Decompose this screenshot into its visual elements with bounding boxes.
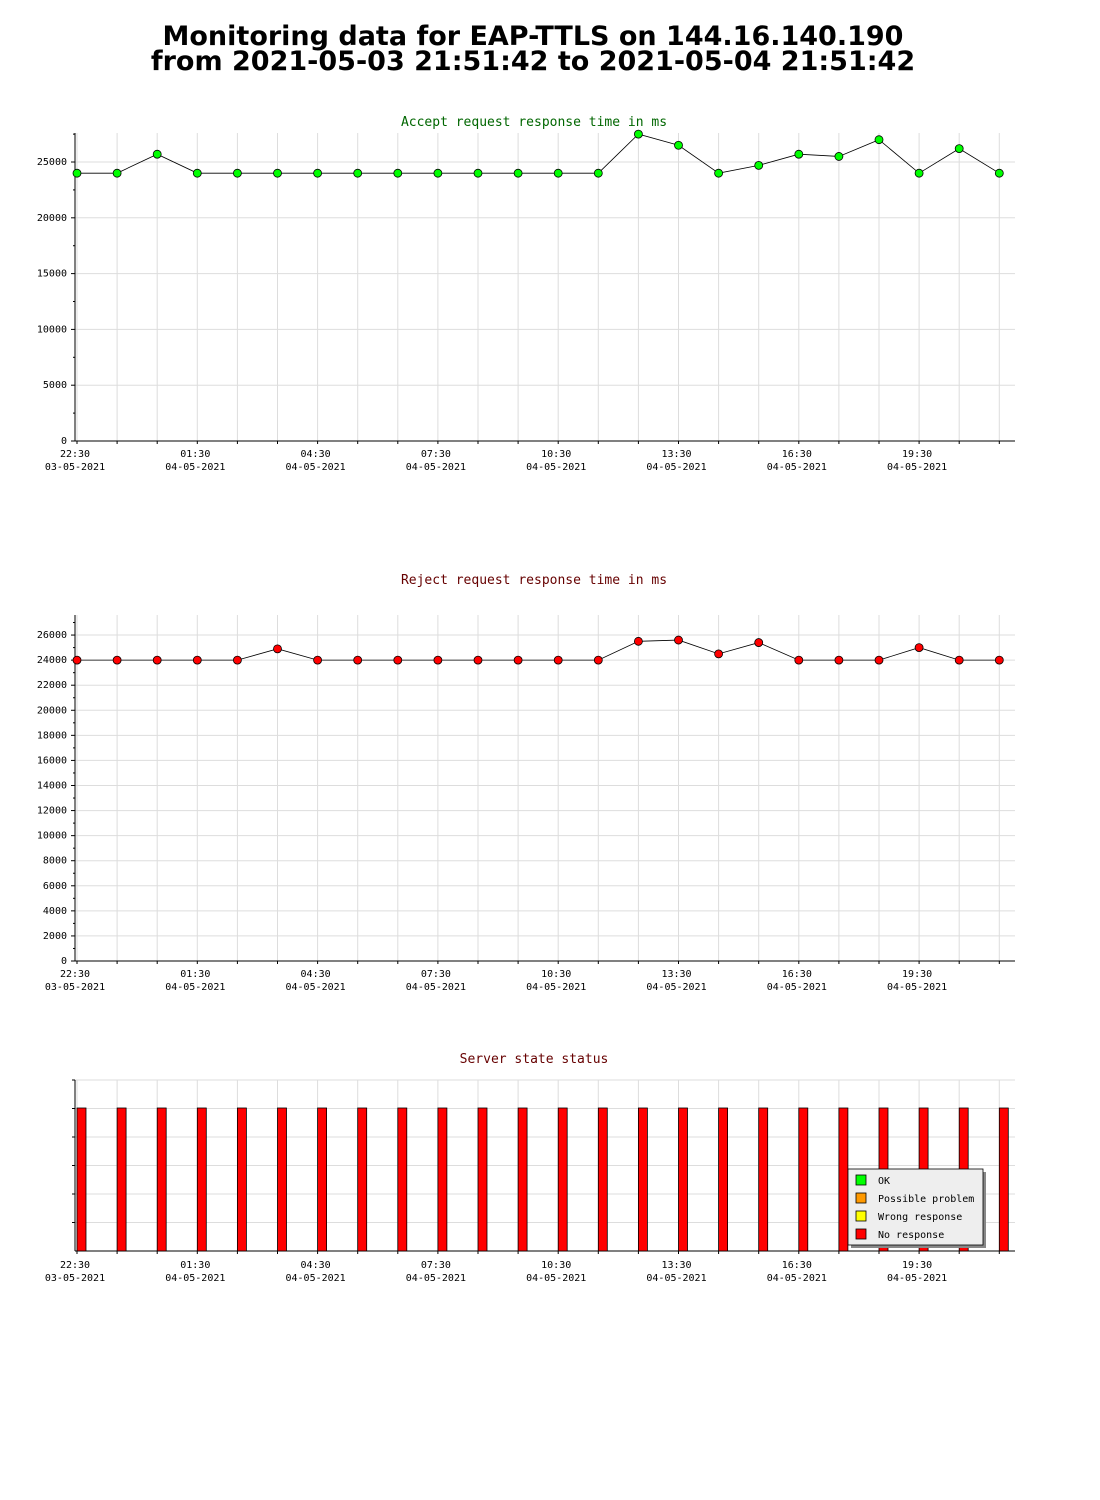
y-tick-label: 0 bbox=[60, 436, 67, 447]
data-point bbox=[594, 169, 602, 177]
y-tick-label: 10000 bbox=[36, 324, 67, 336]
status-bar bbox=[558, 1108, 567, 1251]
x-tick-label-time: 13:30 bbox=[661, 1260, 692, 1271]
data-point bbox=[995, 656, 1003, 664]
status-bar bbox=[799, 1108, 808, 1251]
y-tick-label: 22000 bbox=[36, 680, 67, 692]
y-tick-label: 5000 bbox=[42, 380, 67, 392]
x-tick-label-date: 04-05-2021 bbox=[165, 462, 226, 473]
x-tick-label-time: 13:30 bbox=[661, 449, 692, 460]
x-tick-label-date: 04-05-2021 bbox=[886, 1273, 948, 1284]
data-point bbox=[274, 645, 282, 653]
legend-label: OK bbox=[878, 1176, 891, 1187]
y-tick-label: 26000 bbox=[36, 630, 67, 642]
data-point bbox=[193, 169, 201, 177]
data-point bbox=[594, 656, 602, 664]
status-bar bbox=[719, 1108, 728, 1251]
data-point bbox=[73, 656, 81, 664]
y-tick-label: 24000 bbox=[36, 655, 67, 667]
status-bar bbox=[318, 1108, 327, 1251]
x-tick-label-date: 04-05-2021 bbox=[886, 462, 948, 473]
data-point bbox=[755, 639, 763, 647]
data-point bbox=[153, 150, 161, 158]
x-tick-label-date: 04-05-2021 bbox=[285, 1273, 346, 1284]
chart-2 bbox=[37, 573, 1015, 993]
x-tick-label-time: 07:30 bbox=[420, 449, 451, 460]
series-line bbox=[77, 640, 999, 660]
data-point bbox=[795, 150, 803, 158]
chart-3 bbox=[45, 1052, 1015, 1284]
data-point bbox=[634, 130, 642, 138]
chart-title: Reject request response time in ms bbox=[400, 573, 668, 588]
data-point bbox=[514, 656, 522, 664]
x-tick-label-time: 22:30 bbox=[59, 969, 91, 980]
x-tick-label-time: 07:30 bbox=[420, 1260, 451, 1271]
x-tick-label-time: 10:30 bbox=[541, 449, 572, 460]
series-line bbox=[77, 134, 999, 173]
x-tick-label-date: 04-05-2021 bbox=[646, 1273, 707, 1284]
x-tick-label-time: 04:30 bbox=[300, 449, 331, 460]
data-point bbox=[554, 169, 562, 177]
data-point bbox=[193, 656, 201, 664]
status-bar bbox=[117, 1108, 126, 1251]
chart-title: Server state status bbox=[459, 1052, 609, 1067]
data-point bbox=[474, 169, 482, 177]
y-tick-label: 6000 bbox=[42, 880, 67, 892]
x-tick-label-time: 01:30 bbox=[180, 1260, 211, 1271]
x-tick-label-date: 04-05-2021 bbox=[405, 982, 467, 993]
y-tick-label: 4000 bbox=[42, 905, 67, 917]
legend-label: No response bbox=[878, 1230, 945, 1241]
status-bar bbox=[278, 1108, 287, 1251]
data-point bbox=[474, 656, 482, 664]
data-point bbox=[394, 656, 402, 664]
data-point bbox=[354, 656, 362, 664]
data-point bbox=[995, 169, 1003, 177]
y-tick-label: 18000 bbox=[36, 730, 67, 742]
x-tick-label-time: 22:30 bbox=[59, 1260, 91, 1271]
data-point bbox=[915, 169, 923, 177]
data-point bbox=[675, 141, 683, 149]
status-bar bbox=[839, 1108, 848, 1251]
x-tick-label-date: 04-05-2021 bbox=[405, 462, 467, 473]
data-point bbox=[715, 169, 723, 177]
x-tick-label-time: 04:30 bbox=[300, 969, 331, 980]
x-tick-label-date: 04-05-2021 bbox=[646, 462, 707, 473]
x-tick-label-date: 04-05-2021 bbox=[526, 1273, 587, 1284]
status-bar bbox=[197, 1108, 206, 1251]
data-point bbox=[955, 656, 963, 664]
x-tick-label-date: 04-05-2021 bbox=[526, 982, 587, 993]
data-point bbox=[354, 169, 362, 177]
x-tick-label-time: 16:30 bbox=[781, 969, 812, 980]
status-bar bbox=[157, 1108, 166, 1251]
x-tick-label-date: 04-05-2021 bbox=[766, 1273, 827, 1284]
status-bar bbox=[438, 1108, 447, 1251]
y-tick-label: 15000 bbox=[36, 268, 67, 280]
data-point bbox=[153, 656, 161, 664]
x-tick-label-time: 13:30 bbox=[661, 969, 692, 980]
data-point bbox=[835, 152, 843, 160]
x-tick-label-date: 04-05-2021 bbox=[285, 462, 346, 473]
y-tick-label: 20000 bbox=[36, 705, 67, 717]
data-point bbox=[715, 650, 723, 658]
x-tick-label-time: 04:30 bbox=[300, 1260, 331, 1271]
chart-title: Accept request response time in ms bbox=[400, 115, 668, 130]
legend-label: Possible problem bbox=[878, 1194, 975, 1205]
status-bar bbox=[759, 1108, 768, 1251]
data-point bbox=[314, 656, 322, 664]
x-tick-label-date: 03-05-2021 bbox=[44, 462, 106, 473]
data-point bbox=[875, 656, 883, 664]
x-tick-label-time: 19:30 bbox=[902, 449, 933, 460]
x-tick-label-time: 07:30 bbox=[420, 969, 451, 980]
y-tick-label: 8000 bbox=[42, 855, 67, 867]
status-bar bbox=[598, 1108, 607, 1251]
status-bar bbox=[518, 1108, 527, 1251]
data-point bbox=[434, 656, 442, 664]
data-point bbox=[314, 169, 322, 177]
y-tick-label: 0 bbox=[60, 956, 67, 967]
status-bar bbox=[237, 1108, 246, 1251]
data-point bbox=[554, 656, 562, 664]
data-point bbox=[274, 169, 282, 177]
data-point bbox=[835, 656, 843, 664]
data-point bbox=[233, 656, 241, 664]
data-point bbox=[434, 169, 442, 177]
status-bar bbox=[478, 1108, 487, 1251]
x-tick-label-time: 16:30 bbox=[781, 1260, 812, 1271]
x-tick-label-date: 03-05-2021 bbox=[44, 1273, 106, 1284]
x-tick-label-date: 04-05-2021 bbox=[766, 982, 827, 993]
legend-swatch bbox=[856, 1229, 866, 1239]
y-tick-label: 2000 bbox=[42, 930, 67, 942]
x-tick-label-date: 04-05-2021 bbox=[886, 982, 948, 993]
status-bar bbox=[638, 1108, 647, 1251]
y-tick-label: 25000 bbox=[36, 157, 67, 169]
page-title-line-2: from 2021-05-03 21:51:42 to 2021-05-04 21:51:42 bbox=[150, 46, 916, 77]
data-point bbox=[915, 644, 923, 652]
legend-swatch bbox=[856, 1211, 866, 1221]
y-tick-label: 12000 bbox=[36, 805, 67, 817]
data-point bbox=[795, 656, 803, 664]
status-bar bbox=[999, 1108, 1008, 1251]
x-tick-label-date: 04-05-2021 bbox=[165, 982, 226, 993]
legend-swatch bbox=[856, 1175, 866, 1185]
data-point bbox=[955, 145, 963, 153]
x-tick-label-date: 04-05-2021 bbox=[526, 462, 587, 473]
x-tick-label-time: 10:30 bbox=[541, 1260, 572, 1271]
data-point bbox=[675, 636, 683, 644]
data-point bbox=[514, 169, 522, 177]
x-tick-label-time: 10:30 bbox=[541, 969, 572, 980]
x-tick-label-date: 03-05-2021 bbox=[44, 982, 106, 993]
x-tick-label-date: 04-05-2021 bbox=[165, 1273, 226, 1284]
chart-1 bbox=[37, 115, 1015, 473]
x-tick-label-time: 19:30 bbox=[902, 969, 933, 980]
status-bar bbox=[358, 1108, 367, 1251]
status-bar bbox=[679, 1108, 688, 1251]
x-tick-label-date: 04-05-2021 bbox=[285, 982, 346, 993]
y-tick-label: 10000 bbox=[36, 830, 67, 842]
x-tick-label-time: 22:30 bbox=[59, 449, 91, 460]
y-tick-label: 16000 bbox=[36, 755, 67, 767]
x-tick-label-time: 01:30 bbox=[180, 969, 211, 980]
data-point bbox=[755, 161, 763, 169]
data-point bbox=[233, 169, 241, 177]
legend-swatch bbox=[856, 1193, 866, 1203]
y-tick-label: 20000 bbox=[36, 212, 67, 224]
y-tick-label: 14000 bbox=[36, 780, 67, 792]
data-point bbox=[634, 637, 642, 645]
x-tick-label-time: 01:30 bbox=[180, 449, 211, 460]
x-tick-label-date: 04-05-2021 bbox=[405, 1273, 467, 1284]
x-tick-label-time: 16:30 bbox=[781, 449, 812, 460]
x-tick-label-date: 04-05-2021 bbox=[646, 982, 707, 993]
data-point bbox=[394, 169, 402, 177]
x-tick-label-date: 04-05-2021 bbox=[766, 462, 827, 473]
data-point bbox=[113, 169, 121, 177]
legend-label: Wrong response bbox=[878, 1212, 963, 1223]
page-title-line-1: Monitoring data for EAP-TTLS on 144.16.140.190 bbox=[162, 21, 904, 52]
data-point bbox=[73, 169, 81, 177]
data-point bbox=[875, 136, 883, 144]
status-bar bbox=[77, 1108, 86, 1251]
status-bar bbox=[398, 1108, 407, 1251]
data-point bbox=[113, 656, 121, 664]
x-tick-label-time: 19:30 bbox=[902, 1260, 933, 1271]
